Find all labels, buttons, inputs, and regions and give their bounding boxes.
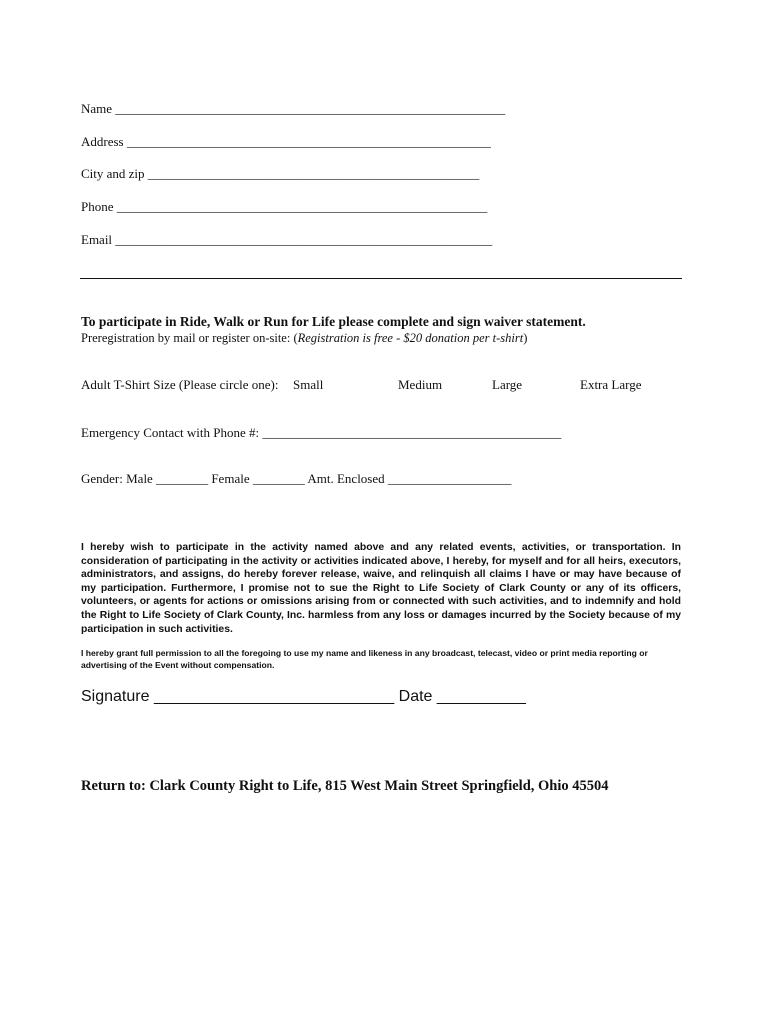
- tshirt-size-medium[interactable]: Medium: [398, 377, 443, 392]
- return-address: Return to: Clark County Right to Life, 815 West Main Street Springfield, Ohio 45504: [81, 778, 609, 794]
- waiver-statement: I hereby wish to participate in the activity named above and any related events, activities, or transportation. In consideration of participating in the activity or activities indicated above, I hereby, for myself and for all heirs, executors, administrators, and assigns, do hereby forever release, waive, and relinquish all claims I have or may have because of my participation. Furthermore, I promise not to sue the Right to Life Society of Clark County or any of its officers, volunteers, or agents for actions or omissions arising from or connected with such activities, and to indemnify and hold the Right to Life Society of Clark County, Inc. harmless from any loss or damages incurred by the Society because of my participation in such activities.: [81, 542, 681, 635]
- participation-heading: To participate in Ride, Walk or Run for Life please complete and sign waiver statement.: [81, 314, 586, 329]
- prereg-prefix: Preregistration by mail or register on-site: (: [81, 331, 298, 345]
- emergency-contact-field[interactable]: Emergency Contact with Phone #: ______________________________________________: [81, 425, 562, 440]
- tshirt-size-large[interactable]: Large: [492, 377, 523, 392]
- name-field[interactable]: Name ____________________________________________________________: [81, 101, 506, 116]
- signature-date-line[interactable]: Signature ___________________________ Date __________: [81, 688, 526, 705]
- section-divider: [80, 278, 682, 279]
- tshirt-size-small[interactable]: Small: [293, 377, 324, 392]
- tshirt-size-extra-large[interactable]: Extra Large: [580, 377, 642, 392]
- email-field[interactable]: Email __________________________________________________________: [81, 232, 493, 247]
- city-zip-field[interactable]: City and zip ___________________________________________________: [81, 166, 480, 181]
- phone-field[interactable]: Phone _________________________________________________________: [81, 199, 488, 214]
- tshirt-label: Adult T-Shirt Size (Please circle one):: [81, 377, 279, 392]
- media-permission-statement: I hereby grant full permission to all the foregoing to use my name and likeness in any broadcast, telecast, video or print media reporting or advertising of the Event without compensation.: [81, 648, 648, 671]
- address-field[interactable]: Address ________________________________________________________: [81, 134, 491, 149]
- prereg-italic: Registration is free - $20 donation per t-shirt: [297, 331, 524, 345]
- prereg-suffix: ): [523, 331, 528, 345]
- preregistration-note: [81, 331, 527, 346]
- gender-amount-line[interactable]: Gender: Male ________ Female ________ Amt. Enclosed ___________________: [81, 471, 512, 486]
